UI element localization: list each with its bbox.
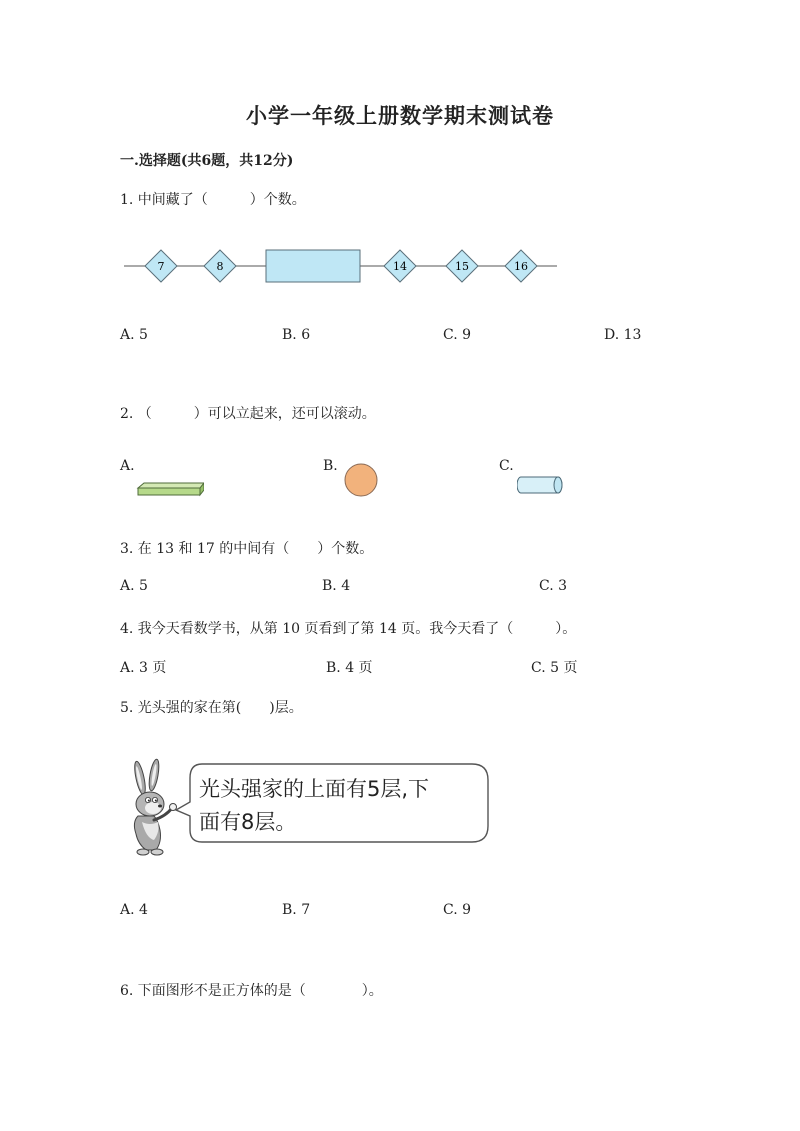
bubble-line-2: 面有8层。 xyxy=(199,810,297,834)
number-diamond-15 xyxy=(446,250,478,282)
number-line-figure xyxy=(120,245,560,290)
q4-option-a[interactable]: A. 3 页 xyxy=(120,660,167,676)
page-title: 小学一年级上册数学期末测试卷 xyxy=(246,103,554,128)
q5-option-c[interactable]: C. 9 xyxy=(443,902,472,918)
number-7: 7 xyxy=(157,260,165,273)
question-1: 1. 中间藏了（ ）个数。 xyxy=(120,192,306,208)
flat-board-icon xyxy=(136,481,204,499)
number-8: 8 xyxy=(216,260,224,273)
question-2: 2. （ ）可以立起来，还可以滚动。 xyxy=(120,406,376,422)
q5-option-b[interactable]: B. 7 xyxy=(282,902,311,918)
q3-option-b[interactable]: B. 4 xyxy=(322,578,351,594)
q4-option-c[interactable]: C. 5 页 xyxy=(531,660,578,676)
number-16: 16 xyxy=(514,260,528,273)
number-diamond-14 xyxy=(384,250,416,282)
number-diamond-7 xyxy=(145,250,177,282)
q2-option-c[interactable]: C. xyxy=(499,458,514,474)
section-heading: 一.选择题(共6题，共12分) xyxy=(120,153,294,169)
q3-option-c[interactable]: C. 3 xyxy=(539,578,568,594)
question-3: 3. 在 13 和 17 的中间有（ ）个数。 xyxy=(120,541,374,557)
q2-option-b[interactable]: B. xyxy=(323,458,338,474)
question-5: 5. 光头强的家在第( )层。 xyxy=(120,700,303,716)
question-4: 4. 我今天看数学书，从第 10 页看到了第 14 页。我今天看了（ ）。 xyxy=(120,621,577,637)
q2-option-a[interactable]: A. xyxy=(120,458,135,474)
number-14: 14 xyxy=(393,260,407,273)
q5-option-a[interactable]: A. 4 xyxy=(120,902,148,918)
number-15: 15 xyxy=(455,260,469,273)
bubble-line-1: 光头强家的上面有5层,下 xyxy=(199,777,430,801)
q1-option-b[interactable]: B. 6 xyxy=(282,327,311,343)
number-diamond-16 xyxy=(505,250,537,282)
q1-option-c[interactable]: C. 9 xyxy=(443,327,472,343)
q3-option-a[interactable]: A. 5 xyxy=(120,578,148,594)
q4-option-b[interactable]: B. 4 页 xyxy=(326,660,373,676)
cylinder-icon xyxy=(517,474,565,496)
number-diamond-8 xyxy=(204,250,236,282)
sphere-icon xyxy=(343,462,379,498)
question-6: 6. 下面图形不是正方体的是（ ）。 xyxy=(120,983,383,999)
q1-option-d[interactable]: D. 13 xyxy=(604,327,642,343)
q1-option-a[interactable]: A. 5 xyxy=(120,327,148,343)
hidden-box xyxy=(266,250,360,282)
